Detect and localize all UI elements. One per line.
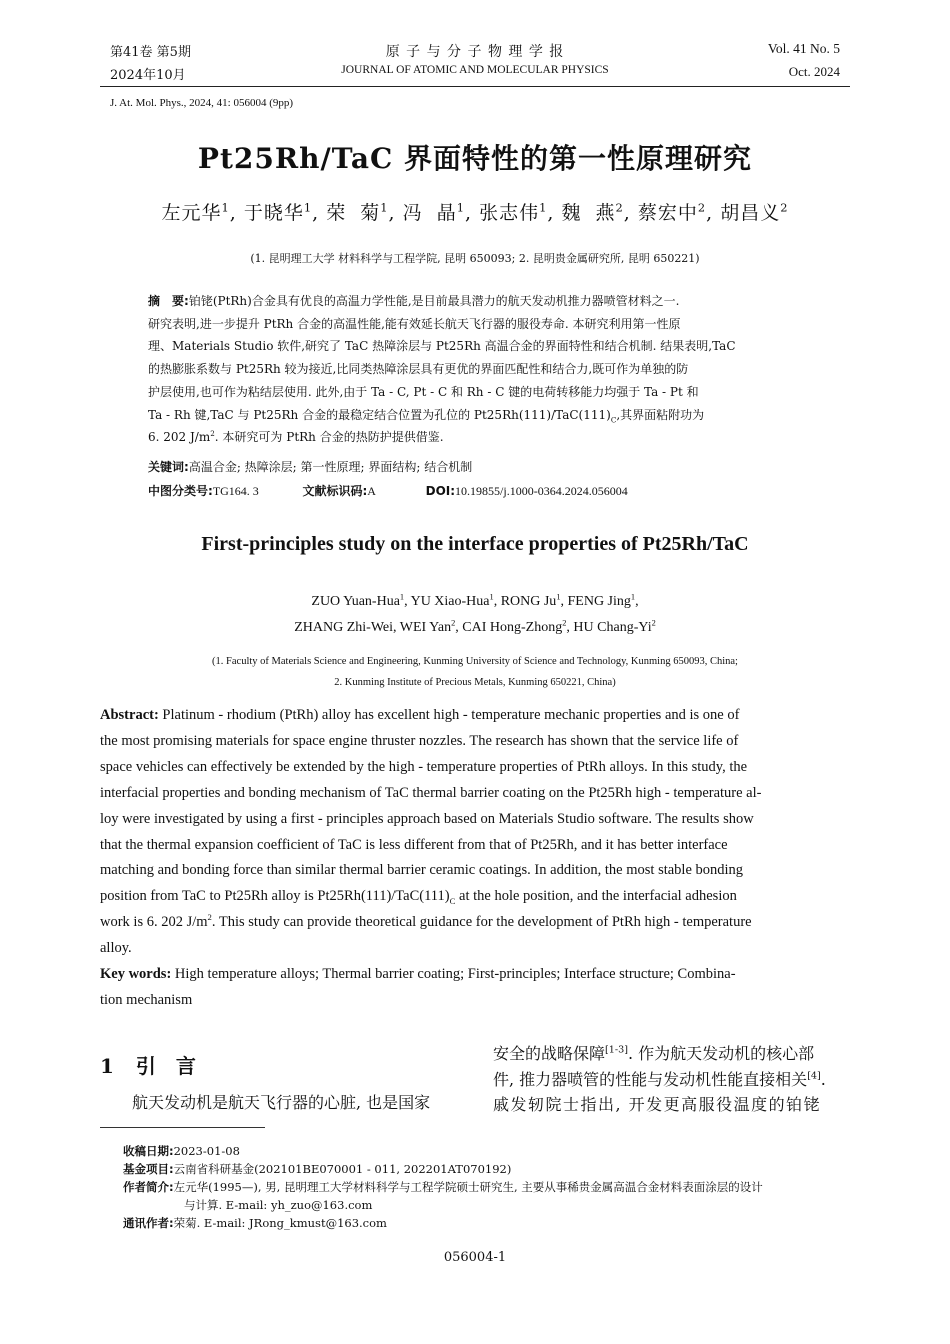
header-date-cn: 2024年10月 bbox=[110, 68, 186, 83]
author-cn: 张志伟$^1$ bbox=[479, 200, 548, 224]
authors-cn: 左元华$^1$, 于晓华$^1$, 荣 菊$^1$, 冯 晶$^1$, 张志伟$^1$, 魏 燕$^2$, 蔡宏中$^2$, 胡昌义$^2$ bbox=[161, 200, 789, 224]
author-cn: 蔡宏中$^2$ bbox=[637, 200, 707, 224]
header-journal-cn: 原 子 与 分 子 物 理 学 报 bbox=[385, 44, 565, 60]
page-number: 056004-1 bbox=[443, 1250, 507, 1265]
title-en: First-principles study on the interface properties of Pt25Rh/TaC bbox=[201, 533, 749, 555]
title-cn: Pt25Rh/TaC 界面特性的第一性原理研究 bbox=[197, 142, 753, 175]
abstract-en: Abstract: Platinum - rhodium (PtRh) alloy has excellent high - temperature mechanic properties and is one of the most promising materials for space engine thruster nozzles. The research has shown that the service life of space vehicles can effectively be extended by the high - temperature properties of PtRh alloys. In this study, the interfacial properties and bonding mechanism of TaC thermal barrier coating on the Pt25Rh high - temperature al- loy were investigated by using a first - principles approach based on Materials Studio software. The results show that the thermal expansion coefficient of TaC is less different from that of Pt25Rh, and it has better interface matching and bonding force than similar thermal barrier ceramic coatings. In addition, the most stable bonding position from TaC to Pt25Rh alloy is $Pt25Rh(111)/TaC(111)_C$ at the hole position, and the interfacial adhesion work is 6. 202 $J/m^2$. This study can provide theoretical guidance for the development of PtRh high - temperature alloy. Key words: High temperature alloys; Thermal barrier coating; First-principles; Interface structure; Combina- tion mechanism bbox=[100, 703, 851, 1014]
affiliations-en-line2: 2. Kunming Institute of Precious Metals, Kunming 650221, China) bbox=[334, 677, 616, 688]
header-volume-cn: 第41卷 第5期 bbox=[110, 45, 191, 60]
header-rule bbox=[100, 86, 850, 87]
header-date-en: Oct. 2024 bbox=[788, 64, 840, 79]
authors-en-line1: ZUO Yuan-Hua$^1$, YU Xiao-Hua$^1$, RONG Ju$^1$, FENG Jing$^1$, bbox=[311, 592, 639, 609]
header-volume-en: Vol. 41 No. 5 bbox=[767, 41, 840, 56]
abstract-en-label: Abstract: bbox=[100, 707, 159, 723]
affiliations-en-line1: (1. Faculty of Materials Science and Engineering, Kunming University of Science and Technology, Kunming 650093, China; bbox=[212, 656, 738, 667]
section-1-right-col: 安全的战略保障[1-3]. 作为航天发动机的核心部 件, 推力器喷管的性能与发动机性能直接相关[4]. 戚发轫院士指出, 开发更高服役温度的铂铑 bbox=[493, 1044, 826, 1114]
affiliations-cn: (1. 昆明理工大学 材料科学与工程学院, 昆明 650093; 2. 昆明贵金属研究所, 昆明 650221) bbox=[250, 252, 700, 265]
footnote-corresponding: 通讯作者:荣菊. E-mail: JRong_kmust@163.com bbox=[123, 1216, 387, 1230]
section-1-heading: 1 引 言 bbox=[100, 1054, 196, 1078]
author-cn: 魏 燕$^2$ bbox=[561, 200, 624, 224]
footnote-rule bbox=[100, 1127, 265, 1128]
footnote-fund: 基金项目:云南省科研基金(202101BE070001 - 011, 202201AT070192) bbox=[123, 1162, 512, 1176]
author-cn: 胡昌义$^2$ bbox=[720, 200, 789, 224]
author-cn: 荣 菊$^1$ bbox=[326, 200, 389, 224]
abstract-cn-label: 摘 要: bbox=[148, 294, 189, 308]
author-cn: 左元华$^1$ bbox=[161, 200, 230, 224]
authors-en-line2: ZHANG Zhi-Wei, WEI Yan$^2$, CAI Hong-Zhong$^2$, HU Chang-Yi$^2$ bbox=[294, 618, 656, 635]
footnote-author: 作者简介:左元华(1995—), 男, 昆明理工大学材料科学与工程学院硕士研究生, 主要从事稀贵金属高温合金材料表面涂层的设计 bbox=[123, 1180, 763, 1194]
footnote-author-cont: 与计算. E-mail: yh_zuo@163.com bbox=[184, 1198, 373, 1212]
keywords-en: Key words: High temperature alloys; Thermal barrier coating; First-principles; Interface structure; Combina- bbox=[100, 966, 736, 983]
classification-line: 中图分类号:TG164. 3 文献标识码:A DOI:10.19855/j.1000-0364.2024.056004 bbox=[148, 484, 628, 498]
section-1-left-col: 航天发动机是航天飞行器的心脏, 也是国家 bbox=[132, 1093, 431, 1112]
footnote-received: 收稿日期:2023-01-08 bbox=[123, 1144, 240, 1158]
author-cn: 于晓华$^1$ bbox=[243, 200, 313, 224]
citation-line: J. At. Mol. Phys., 2024, 41: 056004 (9pp) bbox=[110, 97, 294, 109]
header-journal-en: JOURNAL OF ATOMIC AND MOLECULAR PHYSICS bbox=[341, 64, 609, 76]
author-cn: 冯 晶$^1$ bbox=[402, 200, 465, 224]
abstract-cn: 摘 要:铂铑(PtRh)合金具有优良的高温力学性能,是目前最具潜力的航天发动机推力器喷管材料之一. 研究表明,进一步提升 PtRh 合金的高温性能,能有效延长航天飞行器的服役寿命. 本研究利用第一性原 理、Materials Studio 软件,研究了 TaC 热障涂层与 Pt25Rh 高温合金的界面特性和结合机制. 结果表明,TaC 的热膨胀系数与 Pt25Rh 较为接近,比同类热障涂层具有更优的界面匹配性和结合力,既可作为单独的防 护层使用,也可作为粘结层使用. 此外,由于 Ta - C, Pt - C 和 Rh - C 键的电荷转移能力均强于 Ta - Pt 和 Ta - Rh 键,TaC 与 Pt25Rh 合金的最稳定结合位置为孔位的 $Pt25Rh(111)/TaC(111)_C$,其界面粘附功为 6. 202 $J/m^2$. 本研究可为 PtRh 合金的热防护提供借鉴. bbox=[148, 294, 736, 445]
keywords-cn: 关键词:高温合金; 热障涂层; 第一性原理; 界面结构; 结合机制 bbox=[148, 460, 473, 474]
